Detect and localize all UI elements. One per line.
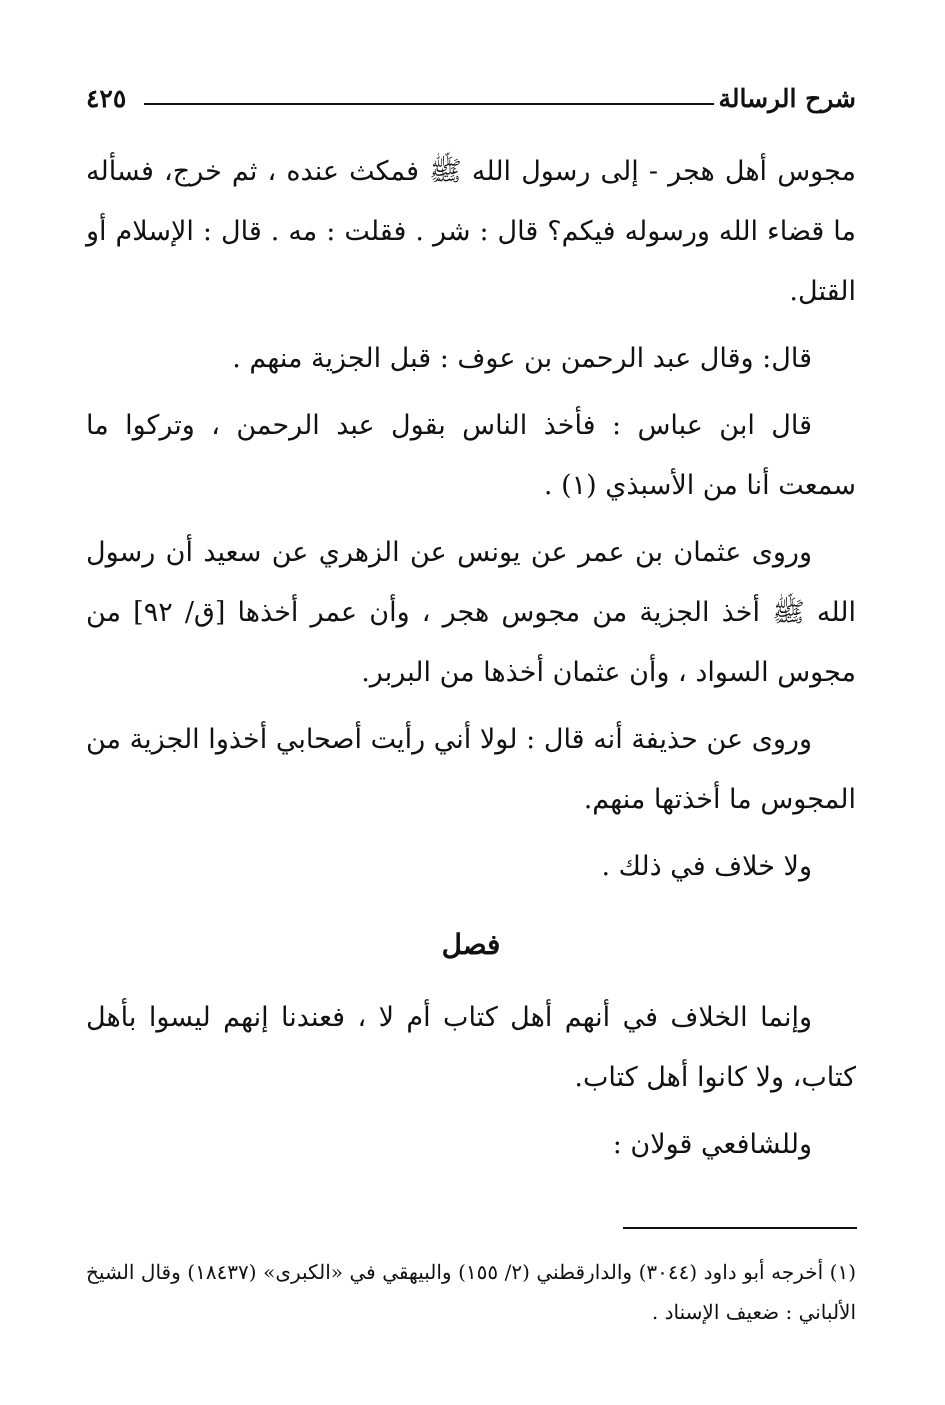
header-rule — [144, 103, 714, 105]
main-text — [86, 142, 856, 904]
paragraph: ولا خلاف في ذلك . — [601, 851, 812, 882]
paragraph: قال: وقال عبد الرحمن بن عوف : قبل الجزية منهم . — [232, 343, 812, 374]
section-text — [86, 988, 856, 1182]
paragraph: وللشافعي قولان : — [612, 1129, 812, 1160]
footnote: (١) أخرجه أبو داود (٣٠٤٤) والدارقطني (٢/ ١٥٥) والبيهقي في «الكبرى» (١٨٤٣٧) وقال الشيخ الألباني : ضعيف الإسناد . — [86, 1260, 856, 1324]
paragraph: وروى عن حذيفة أنه قال : لولا أني رأيت أصحابي أخذوا الجزية من المجوس ما أخذتها منهم. — [86, 724, 856, 815]
paragraph: وروى عثمان بن عمر عن يونس عن الزهري عن سعيد أن رسول الله ﷺ أخذ الجزية من مجوس هجر ، وأن عمر أخذها [ق/ ٩٢] من مجوس السواد ، وأن عثمان أخذها من البربر. — [86, 537, 856, 688]
running-header-title: شرح الرسالة — [718, 84, 856, 113]
page-number: ٤٢٥ — [86, 84, 127, 113]
running-header — [86, 84, 856, 124]
section-heading: فصل — [441, 928, 501, 961]
paragraph: مجوس أهل هجر - إلى رسول الله ﷺ فمكث عنده ، ثم خرج، فسأله ما قضاء الله ورسوله فيكم؟ قال : شر . فقلت : مه . قال : الإسلام أو القتل. — [86, 156, 856, 307]
footnotes — [86, 1252, 856, 1332]
paragraph: وإنما الخلاف في أنهم أهل كتاب أم لا ، فعندنا إنهم ليسوا بأهل كتاب، ولا كانوا أهل كتاب. — [86, 1002, 856, 1093]
footnote-rule — [623, 1227, 857, 1229]
paragraph: قال ابن عباس : فأخذ الناس بقول عبد الرحمن ، وتركوا ما سمعت أنا من الأسبذي (١) . — [86, 410, 856, 501]
